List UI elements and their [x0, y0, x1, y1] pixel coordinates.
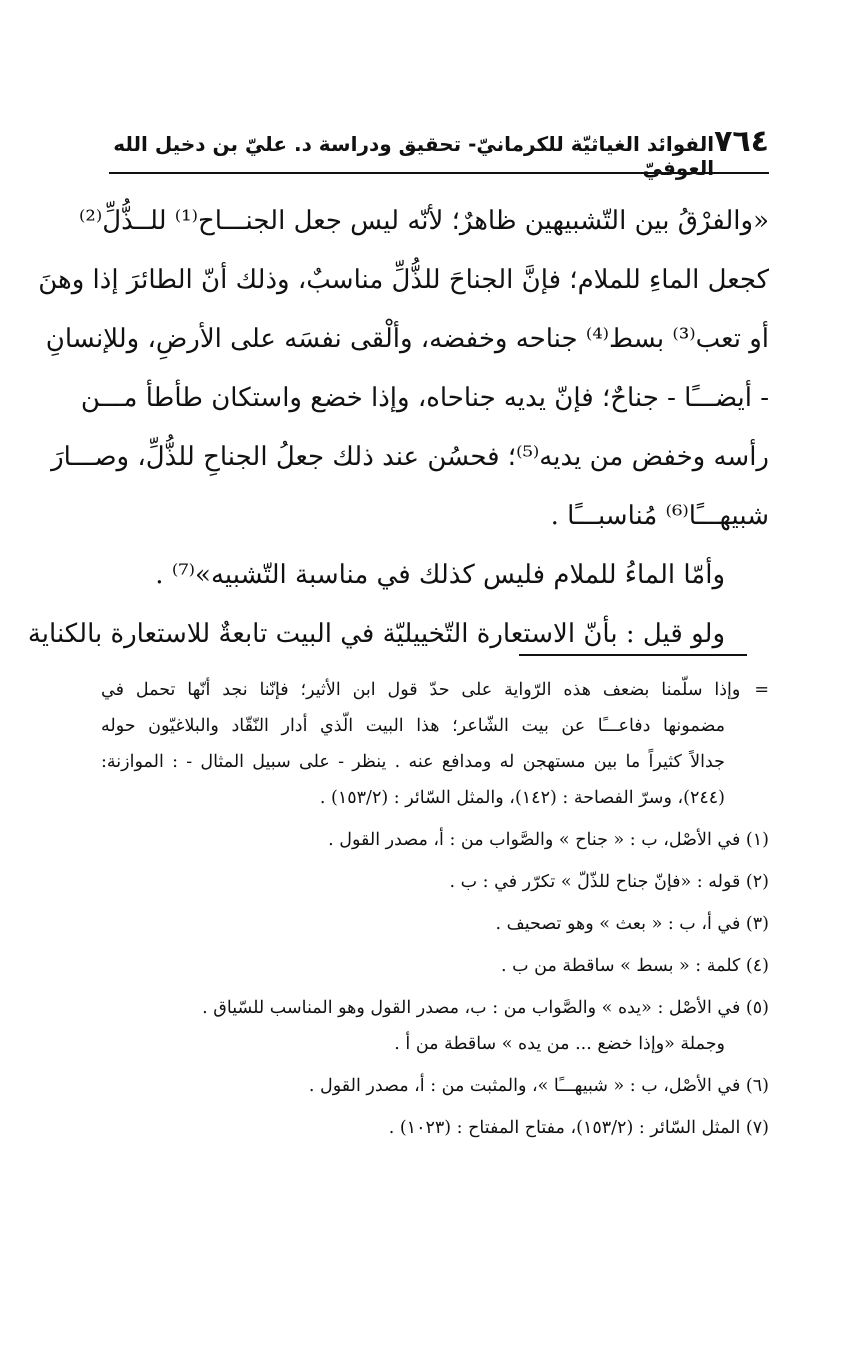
footnote-6: (٦) في الأصْل، ب : « شبيهـــًا »، والمثبت من : أ، مصدر القول .	[308, 1076, 769, 1096]
running-title: الفوائد الغياثيّة للكرمانيّ- تحقيق ودراسة د. عليّ بن دخيل الله العوفيّ	[113, 132, 715, 180]
footnote-2: (٢) قوله : «فإنّ جناح للذّلّ » تكرّر في : ب .	[449, 872, 769, 892]
footnote-text: وإذا سلّمنا بضعف هذه الرّواية على حدّ قول ابن الأثير؛ فإنّنا نجد أنّها تحمل في	[101, 680, 741, 700]
footnote-7: (٧) المثل السّائر : (١٥٣/٢)، مفتاح المفتاح : (١٠٢٣) .	[388, 1118, 769, 1138]
footnotes	[101, 672, 769, 1146]
body-line: كجعل الماءِ للملام؛ فإنَّ الجناحَ للذُّلِّ مناسبٌ، وذلك أنّ الطائرَ إذا وهنَ	[38, 265, 769, 295]
footnote-continuation-line: (٢٤٤)، وسرّ الفصاحة : (١٤٢)، والمثل السّائر : (١٥٣/٢) .	[319, 788, 725, 808]
footnote-continuation-line	[101, 672, 769, 708]
body-line: - أيضـــًا - جناحٌ؛ فإنّ يديه جناحاه، وإذا خضع واستكان طأطأ مـــن	[80, 383, 769, 413]
main-text	[27, 192, 769, 664]
footnote-separator	[519, 654, 747, 656]
footnote-5: (٥) في الأصْل : «يده » والصَّواب من : ب، مصدر القول وهو المناسب للسّياق .	[202, 998, 769, 1018]
body-line: شبيهـــًا⁽⁶⁾ مُناسبـــًا .	[550, 501, 769, 531]
body-line: وأمّا الماءُ للملام فليس كذلك في مناسبة التّشبيه»⁽⁷⁾ .	[155, 560, 725, 590]
body-line: أو تعب⁽³⁾ بسط⁽⁴⁾ جناحه وخفضه، وألْقى نفسَه على الأرضِ، وللإنسانِ	[45, 324, 769, 354]
body-line: رأسه وخفض من يديه⁽⁵⁾؛ فحسُن عند ذلك جعلُ الجناحِ للذُّلِّ، وصـــارَ	[51, 442, 769, 472]
continuation-marker: =	[754, 680, 769, 700]
footnote-3: (٣) في أ، ب : « بعث » وهو تصحيف .	[495, 914, 769, 934]
page-number: ٧٦٤	[714, 124, 769, 159]
footnote-1: (١) في الأصْل، ب : « جناح » والصَّواب من : أ، مصدر القول .	[328, 830, 769, 850]
footnote-4: (٤) كلمة : « بسط » ساقطة من ب .	[501, 956, 769, 976]
body-line: «والفرْقُ بين التّشبيهين ظاهرٌ؛ لأنّه ليس جعل الجنـــاح⁽¹⁾ للــذُّلِّ⁽²⁾	[79, 206, 769, 236]
footnote-continuation-line: جدالاً كثيراً ما بين مستهجن له ومدافع عنه . ينظر - على سبيل المثال - : الموازنة:	[101, 752, 725, 772]
header-rule	[109, 172, 769, 174]
footnote-5-continuation: وجملة «وإذا خضع ... من يده » ساقطة من أ .	[394, 1034, 725, 1054]
body-line: ولو قيل : بأنّ الاستعارة التّخييليّة في البيت تابعةٌ للاستعارة بالكناية	[27, 619, 725, 649]
footnote-continuation-line: مضمونها دفاعـــًا عن بيت الشّاعر؛ هذا البيت الّذي أدار النّقّاد والبلاغيّون حوله	[101, 716, 725, 736]
